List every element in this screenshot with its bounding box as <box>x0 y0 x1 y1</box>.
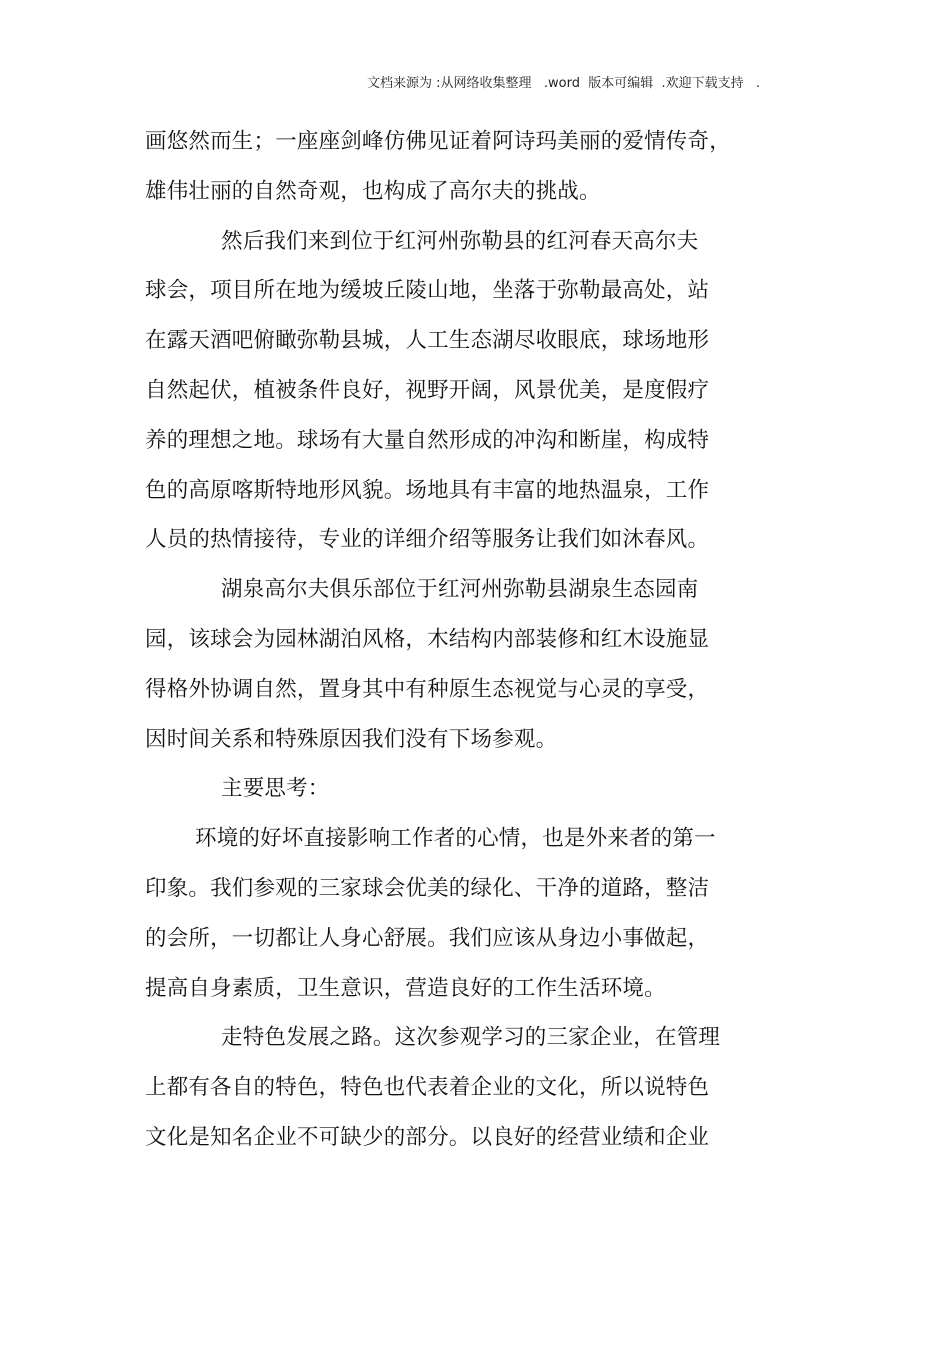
text-line: 的会所，一切都让人身心舒展。我们应该从身边小事做起， <box>145 925 710 951</box>
text-line: 园，该球会为园林湖泊风格，木结构内部装修和红木设施显 <box>145 626 710 652</box>
text-line: 球会，项目所在地为缓坡丘陵山地，坐落于弥勒最高处，站 <box>145 278 710 304</box>
text-line: 因时间关系和特殊原因我们没有下场参观。 <box>145 726 558 752</box>
text-line: 上都有各自的特色，特色也代表着企业的文化，所以说特色 <box>145 1075 710 1101</box>
paragraph-start-line: 湖泉高尔夫俱乐部位于红河州弥勒县湖泉生态园南 <box>221 577 699 603</box>
text-line: 在露天酒吧俯瞰弥勒县城，人工生态湖尽收眼底，球场地形 <box>145 328 710 354</box>
paragraph-start-line: 环境的好坏直接影响工作者的心情，也是外来者的第一 <box>195 826 716 852</box>
paragraph-start-line: 走特色发展之路。这次参观学习的三家企业，在管理 <box>221 1025 721 1051</box>
paragraph-start-line: 然后我们来到位于红河州弥勒县的红河春天高尔夫 <box>221 228 699 254</box>
page-header-note: 文档来源为 :从网络收集整理 .word 版本可编辑 .欢迎下载支持 . <box>367 76 761 91</box>
text-line: 印象。我们参观的三家球会优美的绿化、干净的道路，整洁 <box>145 875 710 901</box>
text-line: 色的高原喀斯特地形风貌。场地具有丰富的地热温泉，工作 <box>145 477 710 503</box>
text-line: 自然起伏，植被条件良好，视野开阔，风景优美，是度假疗 <box>145 377 710 403</box>
text-line: 画悠然而生；一座座剑峰仿佛见证着阿诗玛美丽的爱情传奇， <box>145 129 731 154</box>
text-line: 文化是知名企业不可缺少的部分。以良好的经营业绩和企业 <box>145 1124 710 1150</box>
text-line: 养的理想之地。球场有大量自然形成的冲沟和断崖，构成特 <box>145 427 710 453</box>
text-line: 人员的热情接待，专业的详细介绍等服务让我们如沐春风。 <box>145 527 710 553</box>
text-line: 得格外协调自然，置身其中有种原生态视觉与心灵的享受， <box>145 676 710 702</box>
document-body <box>145 117 765 1163</box>
text-line: 提高自身素质，卫生意识，营造良好的工作生活环境。 <box>145 975 666 1001</box>
section-heading: 主要思考： <box>221 776 330 802</box>
text-line: 雄伟壮丽的自然奇观，也构成了高尔夫的挑战。 <box>145 178 601 204</box>
